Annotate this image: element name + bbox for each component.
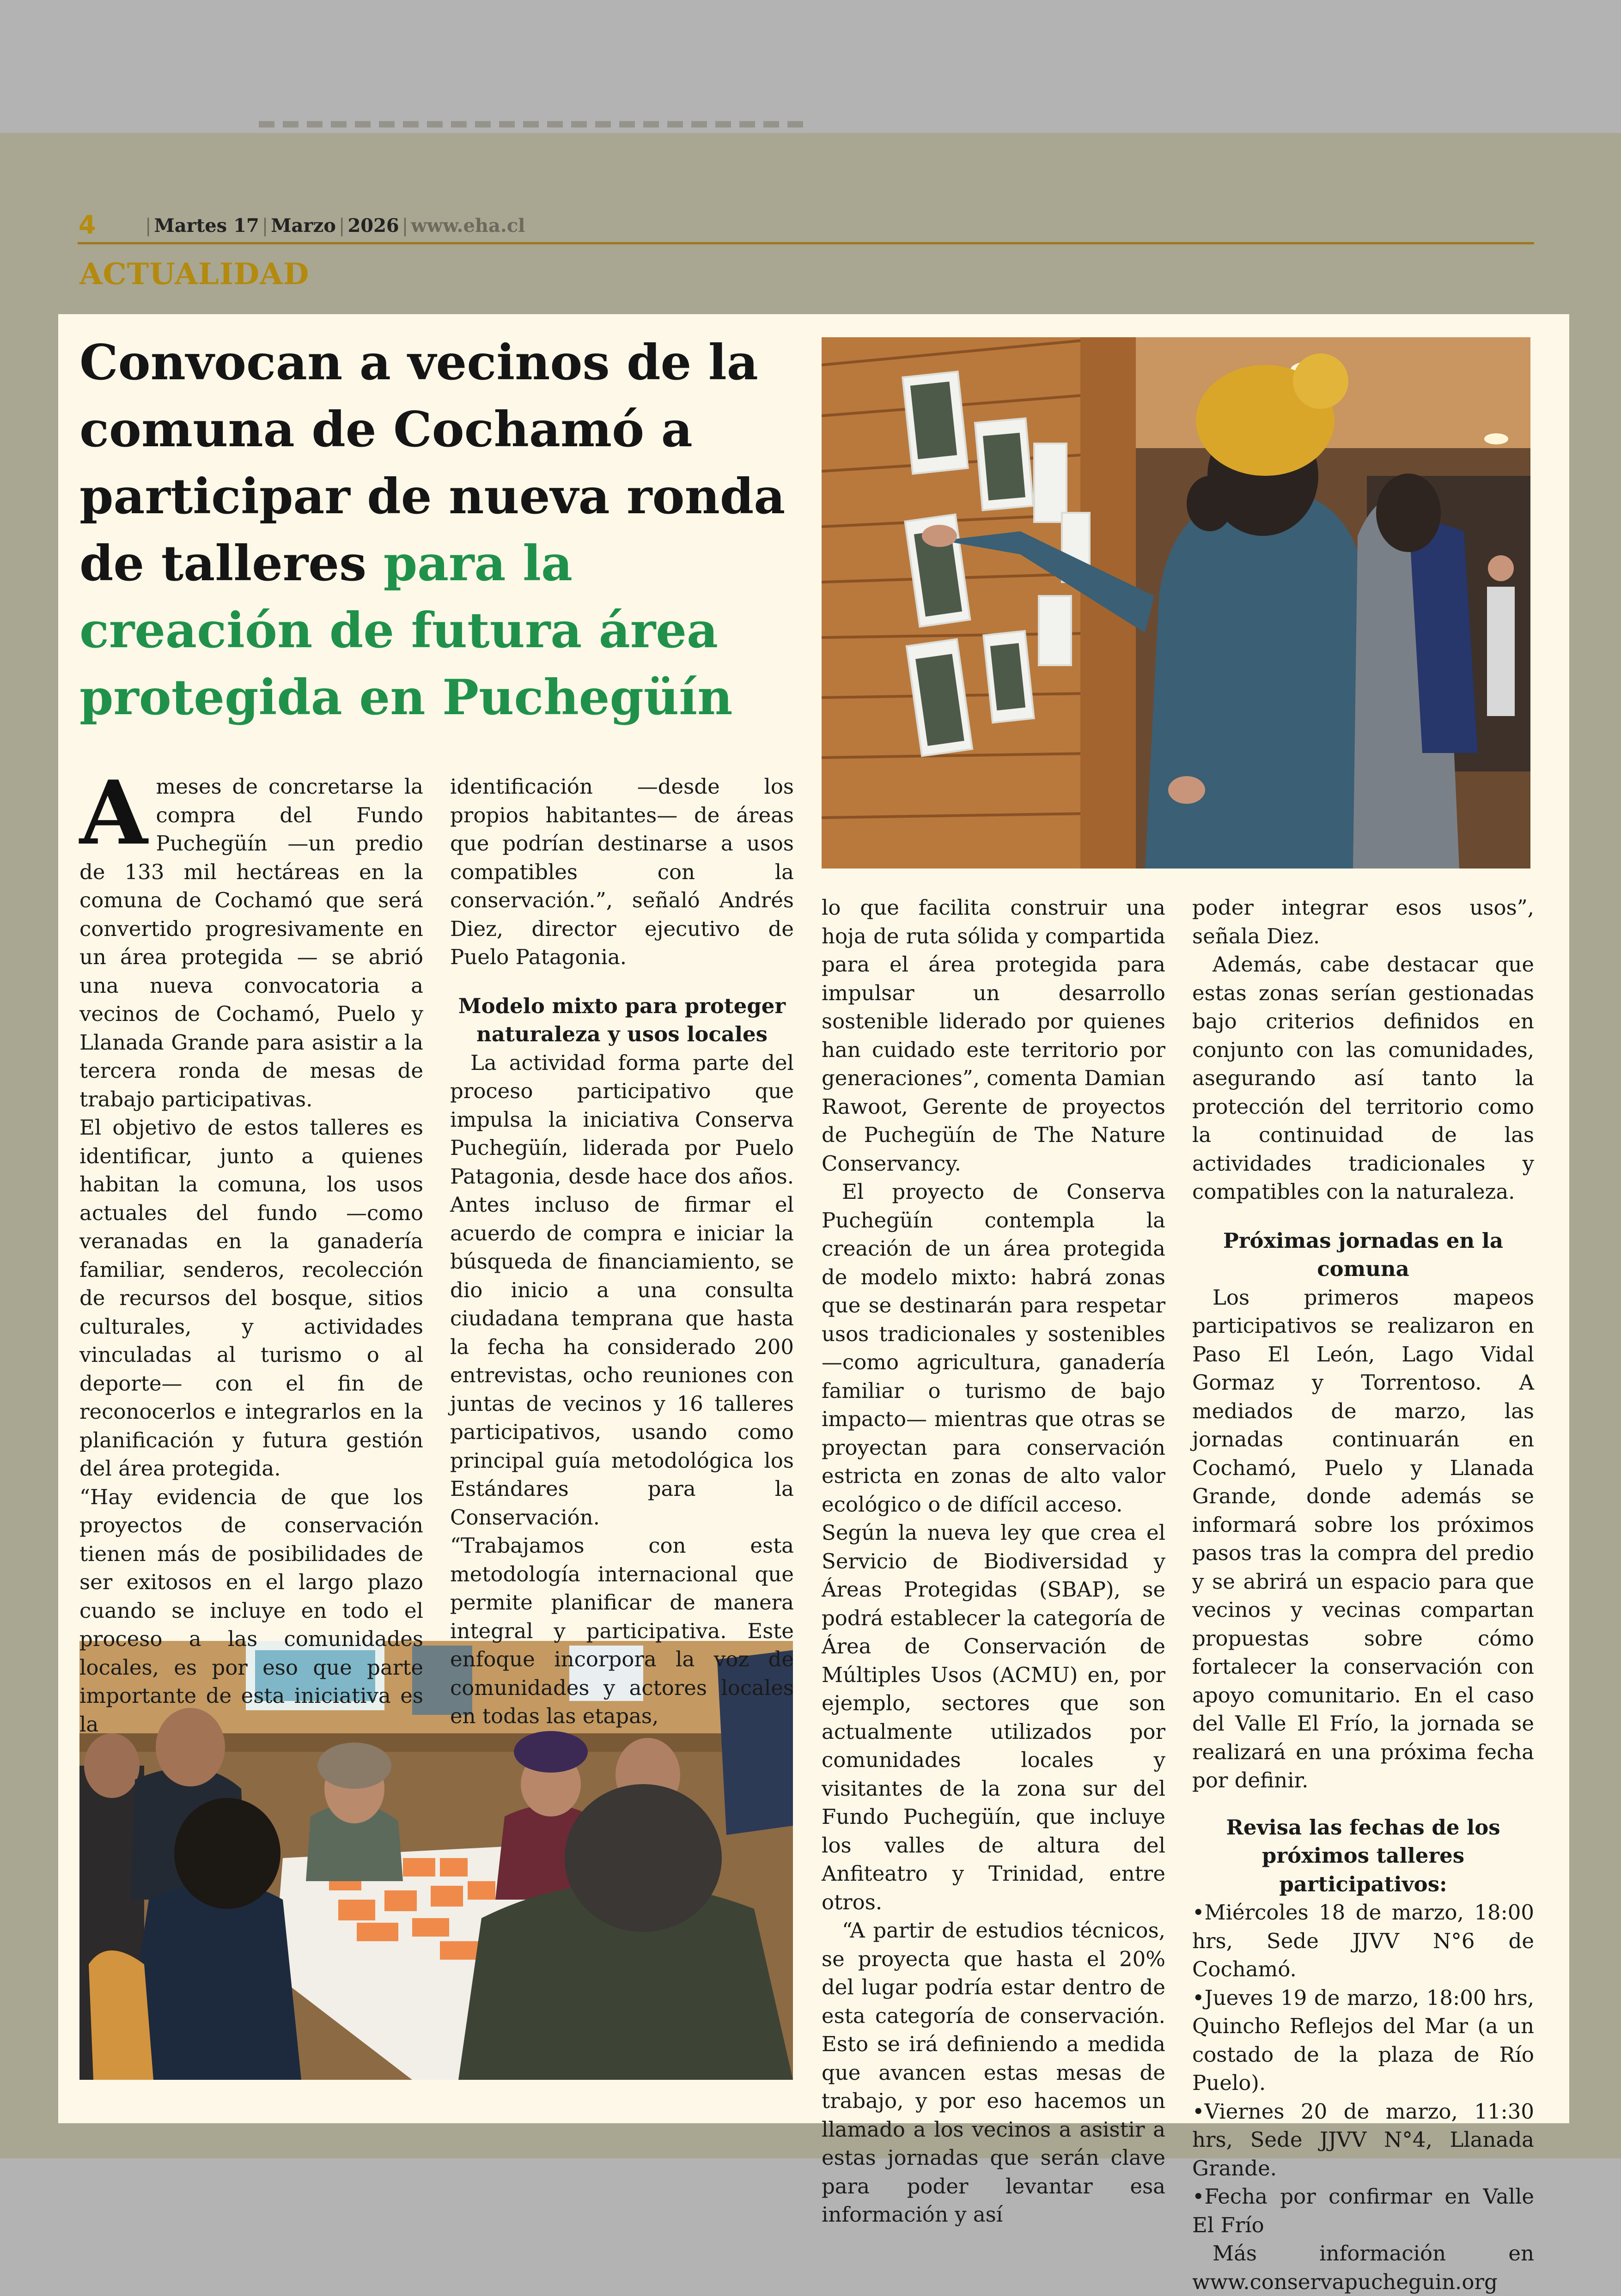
col3-paragraph-1: lo que facilita construir una hoja de ruta sólida y compartida para el área protegida para impulsar un desarrollo sostenible liderado por quienes han cuidado este territorio por generaciones”, comenta Damian Rawoot, Gerente de proyectos de Puchegüín de The Nature Conservancy. (822, 895, 1165, 1176)
headline-green: para la creación de futura área protegida en Puchegüín (79, 535, 733, 726)
headline-black: Convocan a vecinos de la comuna de Cochamó a participar de nueva ronda de talleres (79, 334, 786, 592)
col4-subhead-dates: Revisa las fechas de los próximos talleres participativos: (1226, 1815, 1500, 1896)
list-item: •Viernes 20 de marzo, 11:30 hrs, Sede JJVV N°4, Llanada Grande. (1192, 2099, 1534, 2181)
website-link[interactable]: www.eha.cl (411, 215, 525, 237)
photo-wall-exhibition (822, 337, 1530, 869)
col4-paragraph-3: Los primeros mapeos participativos se realizaron en Paso El León, Lago Vidal Gormaz y Torrentoso. A mediados de marzo, las jornadas continuarán en Cochamó, Puelo y Llanada Grande, donde además se informará sobre los próximos pasos tras la compra del predio y se abrirá un espacio para que vecinos y vecinas compartan propuestas sobre cómo fortalecer la conservación con apoyo comunitario. En el caso del Valle El Frío, la jornada se realizará en una próxima fecha por definir. (1192, 1285, 1534, 1792)
date-month: Marzo (271, 215, 336, 237)
drop-cap: A (79, 761, 148, 864)
article-column-4 (1192, 893, 1534, 2296)
col4-paragraph-2: Además, cabe destacar que estas zonas serían gestionadas bajo criterios definidos en conjunto con las comunidades, asegurando así tanto la protección del territorio como la continuidad de las actividades tradicionales y compatibles con la naturaleza. (1192, 952, 1534, 1204)
list-item: •Miércoles 18 de marzo, 18:00 hrs, Sede JJVV N°6 de Cochamó. (1192, 1900, 1534, 1981)
article-column-1 (79, 761, 423, 1738)
headline (79, 329, 800, 731)
article-column-3 (822, 893, 1165, 2229)
col2-paragraph-2: La actividad forma parte del proceso participativo que impulsa la iniciativa Conserva Puchegüín, liderada por Puelo Patagonia, desde hace dos años. Antes incluso de firmar el acuerdo de compra e iniciar la búsqueda de financiamiento, se dio inicio a una consulta ciudadana temprana que hasta la fecha ha considerado 200 entrevistas, ocho reuniones con juntas de vecinos y 16 talleres participativos, usando como principal guía metodológica los Estándares para la Conservación. (450, 1050, 794, 1530)
previous-page-bleed (259, 121, 804, 128)
col1-paragraph-1: meses de concretarse la compra del Fundo Puchegüín —un predio de 133 mil hectáreas en la comuna de Cochamó que será convertido progresivamente en un área protegida — se abrió una nueva convocatoria a vecinos de Cochamó, Puelo y Llanada Grande para asistir a la tercera ronda de mesas de trabajo participativas. (79, 774, 423, 1112)
col1-paragraph-2: El objetivo de estos talleres es identificar, junto a quienes habitan la comuna, los usos actuales del fundo —como veranadas en la ganadería familiar, senderos, recolección de recursos del bosque, sitios culturales, y actividades vinculadas al turismo o al deporte— con el fin de reconocerlos e integrarlos en la planificación y futura gestión del área protegida. (79, 1115, 423, 1481)
masthead-rule (78, 242, 1534, 244)
more-info-link[interactable]: Más información en www.conservapucheguin.org (1192, 2241, 1534, 2294)
col3-paragraph-4: “A partir de estudios técnicos, se proyecta que hasta el 20% del lugar podría estar dentro de esta categoría de conservación. Esto se irá definiendo a medida que avancen estas mesas de trabajo, y por eso hacemos un llamado a los vecinos a asistir a estas jornadas que serán clave para poder levantar esa información y así (822, 1918, 1165, 2227)
col3-paragraph-2: El proyecto de Conserva Puchegüín contempla la creación de un área protegida de modelo mixto: habrá zonas que se destinarán para respetar usos tradicionales y sostenibles —como agricultura, ganadería familiar o turismo de bajo impacto— mientras que otras se proyectan para conservación estricta en zonas de alto valor ecológico o de difícil acceso. (822, 1179, 1165, 1517)
top-margin-band (0, 0, 1621, 133)
page-number: 4 (79, 210, 96, 239)
col4-paragraph-1: poder integrar esos usos”, señala Diez. (1192, 895, 1534, 948)
col2-subhead: Modelo mixto para proteger naturaleza y usos locales (458, 993, 786, 1046)
dateline: | Martes 17 | Marzo | 2026 | www.eha.cl (145, 215, 525, 237)
date-day: Martes 17 (154, 215, 259, 237)
col2-paragraph-3: “Trabajamos con esta metodología internacional que permite planificar de manera integral y participativa. Este enfoque incorpora la voz de comunidades y actores locales en todas las etapas, (450, 1533, 794, 1728)
col1-paragraph-3: “Hay evidencia de que los proyectos de conservación tienen más de posibilidades de ser exitosos en el largo plazo cuando se incluye en todo el proceso a las comunidades locales, es por eso que parte importante de esta iniciativa es la (79, 1484, 423, 1737)
section-label: ACTUALIDAD (79, 257, 310, 292)
list-item: •Fecha por confirmar en Valle El Frío (1192, 2184, 1534, 2237)
date-year: 2026 (347, 215, 399, 237)
col4-subhead-upcoming: Próximas jornadas en la comuna (1223, 1228, 1504, 1281)
col3-paragraph-3: Según la nueva ley que crea el Servicio de Biodiversidad y Áreas Protegidas (SBAP), se podrá establecer la categoría de Área de Conservación de Múltiples Usos (ACMU) en, por ejemplo, sectores que son actualmente utilizados por comunidades locales y visitantes de la zona sur del Fundo Puchegüín, que incluye los valles de altura del Anfiteatro y Trinidad, entre otros. (822, 1520, 1165, 1914)
article-column-2 (450, 772, 794, 1731)
col2-paragraph-1: identificación —desde los propios habitantes— de áreas que podrían destinarse a usos compatibles con la conservación.”, señaló Andrés Diez, director ejecutivo de Puelo Patagonia. (450, 774, 794, 969)
list-item: •Jueves 19 de marzo, 18:00 hrs, Quincho Reflejos del Mar (a un costado de la plaza de Río Puelo). (1192, 1985, 1534, 2095)
